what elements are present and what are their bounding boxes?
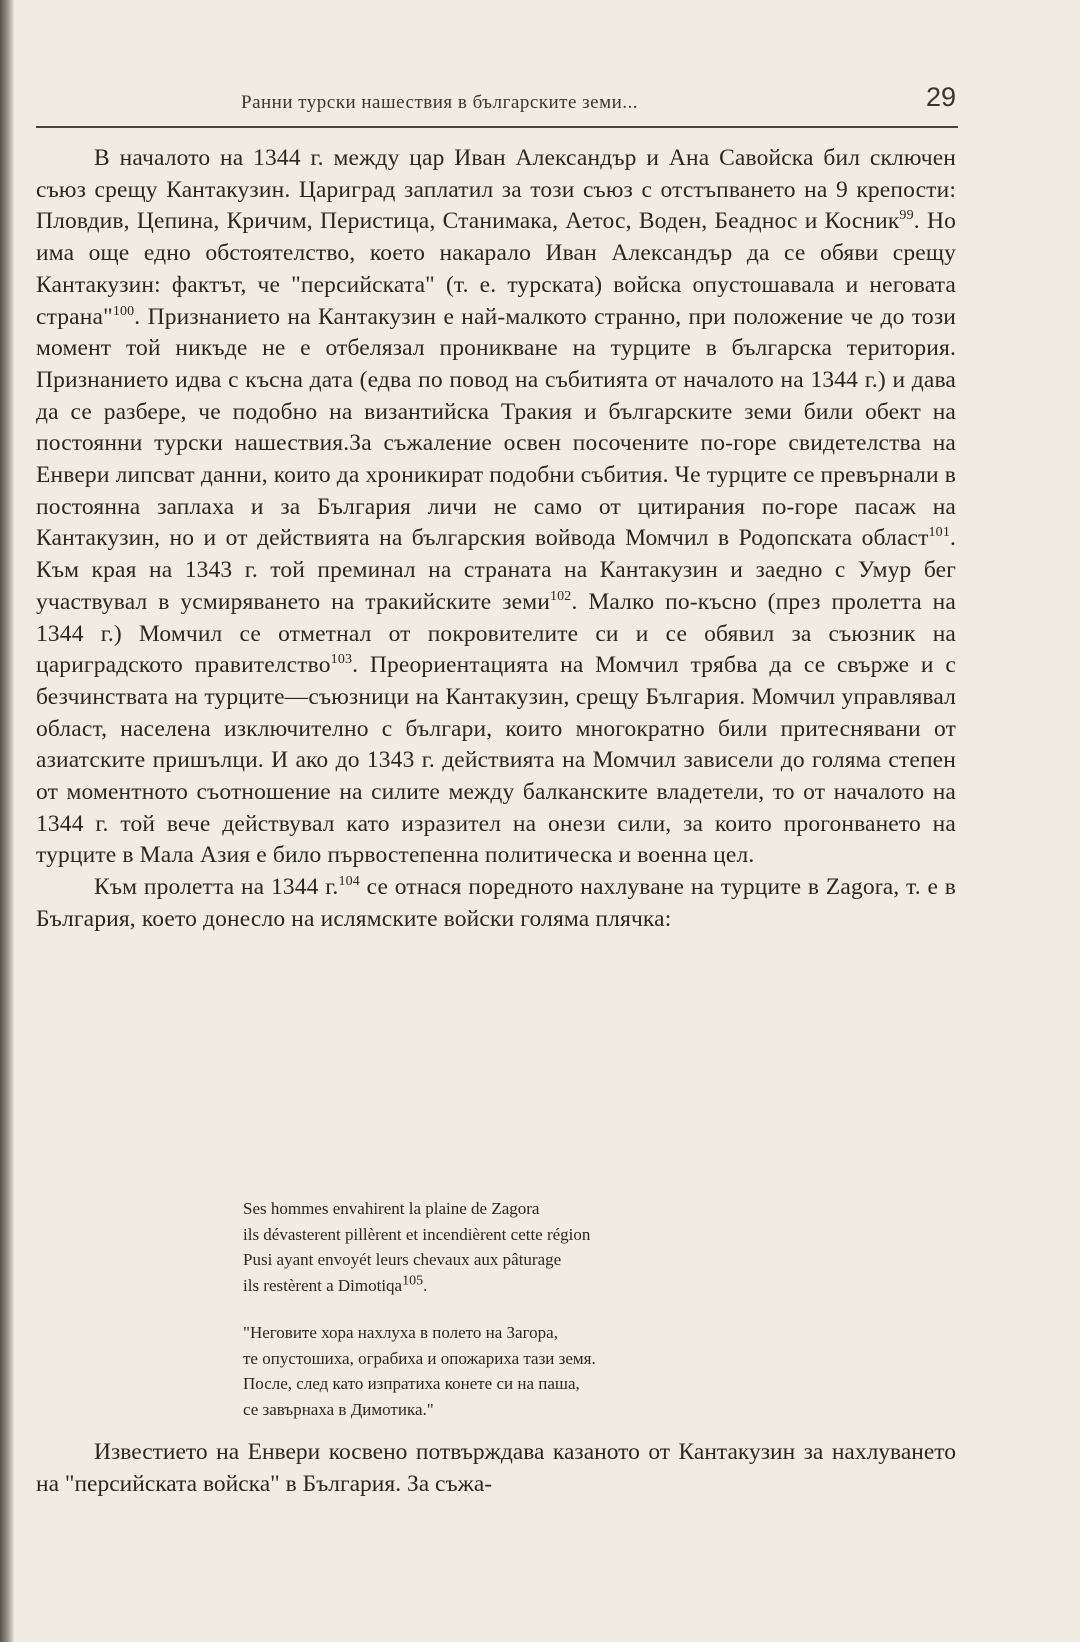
paragraph-2-text: Към пролетта на 1344 г. (94, 874, 339, 901)
running-header (36, 80, 956, 124)
paragraph-3: Известието на Енвери косвено потвърждава казаното от Кантакузин за нахлуването на "персийската войска" в България. За съжа- (36, 1439, 956, 1497)
paragraph-1-text: . Преориентацията на Момчил трябва да се свърже и с безчинствата на турците—съюзници на Кантакузин, срещу България. Момчил управлявал област, населена изключително с българи, които многократно били притеснявани от азиатските пришълци. И ако до 1343 г. действията на Момчил зависели до голяма степен от моментното съотношение на силите между балканските владетели, то от началото на 1344 г. той вече действувал като изразител на онези сили, за които прогонването на турците в Мала Азия е било първостепенна политическа и военна цел. (36, 652, 956, 869)
footnote-ref-104: 104 (338, 874, 360, 890)
paragraph-1 (36, 143, 956, 872)
footnote-ref-99: 99 (899, 208, 914, 224)
footnote-ref-100: 100 (112, 303, 135, 319)
quote-line: те опустошиха, ограбиха и опожариха тази земя. (243, 1348, 596, 1368)
book-spine-shadow (0, 0, 14, 1642)
quote-line: се завърнаха в Димотика." (243, 1399, 434, 1419)
quote-line: Ses hommes envahirent la plaine de Zagora (243, 1199, 540, 1218)
paragraph-1-text: . Признанието на Кантакузин е най-малкото странно, при положение че до този момент той никъде не е отбелязал проникване на турците в българска територия. Признанието идва с късна дата (едва по повод на събитията от началото на 1344 г.) и дава да се разбере, че подобно на византийска Тракия и българските земи били обект на постоянни турски нашествия.За съжаление освен посочените по-горе свидетелства на Енвери липсват данни, които да хроникират подобни събития. Че турците се превърнали в постоянна заплаха и за България личи не само от цитирания по-горе пасаж на Кантакузин, но и от действията на българския войвода Момчил в Родопската област (36, 303, 957, 552)
paragraph-2-text: се отнася поредното нахлуване на турците в Zagora, т. е в България, което донесло на ислямските войски голяма плячка: (36, 874, 956, 932)
footnote-ref-105: 105 (402, 1272, 424, 1288)
running-header-title: Ранни турски нашествия в българските земи... (241, 92, 639, 113)
french-quotation (243, 1196, 803, 1298)
header-rule (36, 126, 958, 128)
paragraph-1-text: . Но има още едно обстоятелство, което накарало Иван Александър да се обяви срещу Кантакузин: фактът, че "персийската" (т. е. турската) войска опустошавала и неговата страна" (36, 208, 956, 330)
quote-line-text: ils restèrent a Dimotiqa (243, 1275, 403, 1295)
quote-line (243, 1273, 803, 1299)
footnote-ref-102: 102 (549, 589, 572, 605)
paragraph-1-text: . Малко по-късно (през пролетта на 1344 г.) Момчил се отметнал от покровителите си и се обявил за съюзник на цариградското правителство (36, 588, 956, 679)
quote-line: "Неговите хора нахлуха в полето на Загора, (243, 1323, 558, 1342)
main-text (36, 143, 956, 936)
quote-line: После, след като изпратиха конете си на паша, (243, 1374, 580, 1393)
paragraph-1-text: . Към края на 1343 г. той преминал на страната на Кантакузин и заедно с Умур бег участвувал в усмиряването на тракийските земи (36, 525, 956, 615)
paragraph-2 (36, 872, 956, 935)
page-number: 29 (925, 82, 956, 112)
footnote-ref-101: 101 (928, 525, 950, 541)
bulgarian-translation (243, 1320, 803, 1422)
quote-line: ils dévasterent pillèrent et incendièrent cette région (243, 1224, 591, 1244)
quote-line-end: . (423, 1275, 428, 1295)
paragraph-1-text: В началото на 1344 г. между цар Иван Александър и Ана Савойска бил сключен съюз срещу Кантакузин. Цариград заплатил за този съюз с отстъпването на 9 крепости: Пловдив, Цепина, Кричим, Перистица, Станимака, Аетос, Воден, Беаднос и Косник (36, 145, 956, 235)
quote-line: Pusi ayant envoyét leurs chevaux aux pâturage (243, 1250, 562, 1269)
closing-text (36, 1436, 956, 1500)
footnote-ref-103: 103 (330, 652, 353, 668)
